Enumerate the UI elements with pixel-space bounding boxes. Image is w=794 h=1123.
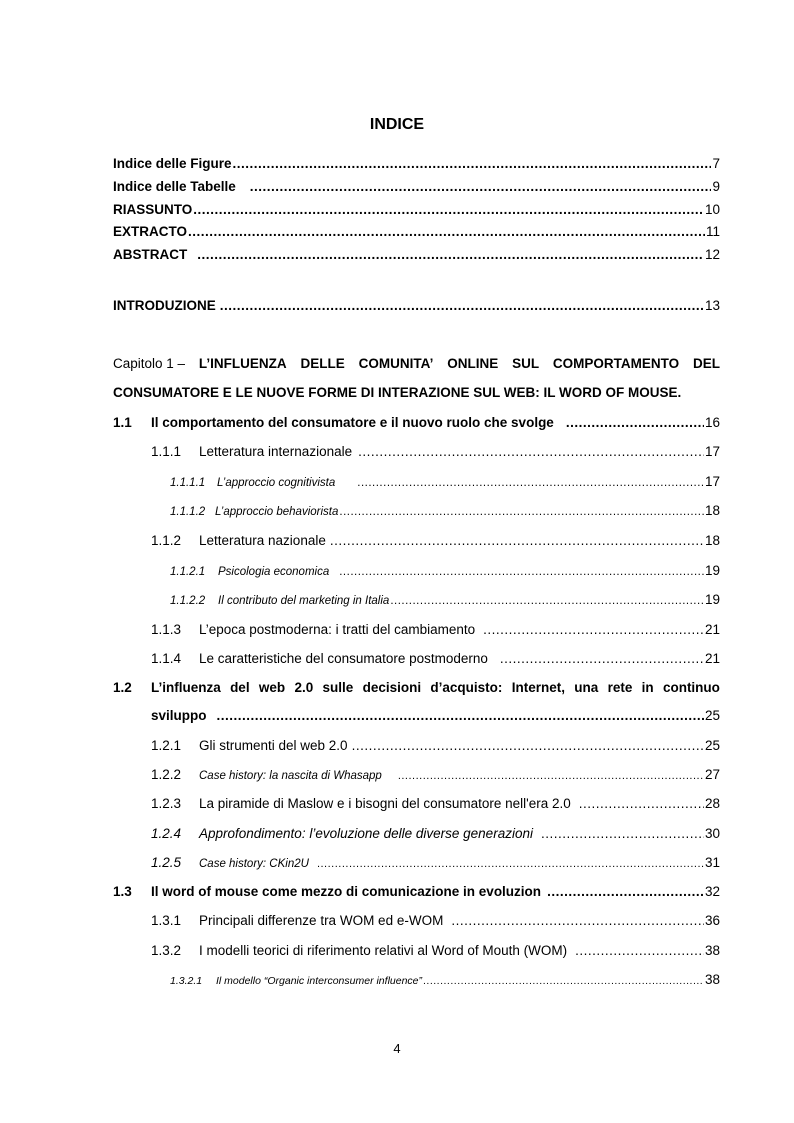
- toc-entry-text: Approfondimento: l’evoluzione delle diverse generazioni: [199, 826, 533, 841]
- chapter-1-heading-line-1: [113, 355, 720, 373]
- toc-page: 11: [705, 224, 720, 239]
- toc-page: 16: [704, 415, 720, 430]
- toc-leader: [352, 737, 704, 755]
- toc-entry-1-2-3[interactable]: [151, 795, 720, 813]
- section-word: decisioni: [362, 680, 422, 695]
- toc-entry-text: Indice delle Tabelle: [113, 179, 236, 194]
- toc-page: 9: [712, 179, 720, 194]
- toc-page: 17: [704, 444, 720, 459]
- chapter-word: ONLINE: [447, 356, 499, 371]
- toc-page: 38: [704, 972, 720, 987]
- section-word: continuo: [662, 680, 720, 695]
- chapter-word: DELLE: [300, 356, 345, 371]
- toc-entry-1-3-1[interactable]: [151, 912, 720, 930]
- section-word: rete: [607, 680, 633, 695]
- toc-entry-introduzione[interactable]: [113, 297, 720, 315]
- toc-entry-text: L’approccio behaviorista: [215, 506, 339, 518]
- chapter-1-heading-line-2: [113, 384, 720, 402]
- toc-page: 19: [704, 563, 720, 578]
- toc-entry-1-1-2-1[interactable]: [170, 562, 720, 581]
- toc-entry-1-1[interactable]: [113, 414, 720, 432]
- toc-entry-text: L’approccio cognitivista: [217, 477, 336, 489]
- toc-page: 38: [704, 943, 720, 958]
- toc-entry-1-1-4[interactable]: [151, 650, 720, 668]
- toc-entry-1-1-3[interactable]: [151, 621, 720, 639]
- toc-entry-text: Letteratura nazionale: [199, 533, 326, 548]
- toc-page: 13: [704, 298, 720, 313]
- toc-entry-text: Gli strumenti del web 2.0: [199, 738, 348, 753]
- toc-page: 36: [704, 913, 720, 928]
- toc-leader: [483, 621, 704, 639]
- toc-page: 32: [704, 884, 720, 899]
- toc-entry-1-2-2[interactable]: [151, 766, 720, 785]
- section-word: del: [230, 680, 250, 695]
- toc-entry-1-2-1[interactable]: [151, 737, 720, 755]
- toc-leader: [541, 825, 704, 843]
- toc-entry-1-1-2-2[interactable]: [170, 591, 720, 610]
- chapter-word: COMUNITA’: [358, 356, 434, 371]
- toc-entry-1-2-5[interactable]: [151, 854, 720, 873]
- toc-leader: [250, 178, 712, 196]
- toc-page: 31: [704, 855, 720, 870]
- toc-number: 1.1.1: [151, 444, 182, 459]
- toc-entry-text: Il modello “Organic interconsumer influence”: [216, 975, 423, 987]
- toc-number: 1.1.2.2: [170, 595, 206, 607]
- toc-page: 12: [704, 247, 720, 262]
- toc-page: 17: [704, 474, 720, 489]
- toc-entry-1-1-1-2[interactable]: [170, 502, 720, 521]
- toc-number: 1.2: [113, 680, 132, 695]
- toc-leader: [220, 297, 704, 315]
- toc-leader: [339, 503, 704, 521]
- toc-entry-text: Case history: la nascita di Whasapp: [199, 770, 382, 782]
- chapter-word: COMPORTAMENTO: [552, 356, 680, 371]
- toc-entry-figure-index[interactable]: [113, 155, 720, 173]
- toc-leader: [317, 855, 704, 873]
- section-word: 2.0: [294, 680, 314, 695]
- toc-page: 28: [704, 796, 720, 811]
- toc-number: 1.2.4: [151, 826, 182, 841]
- toc-entry-text: Letteratura internazionale: [199, 444, 353, 459]
- toc-leader: [390, 592, 704, 610]
- section-word: sulle: [322, 680, 354, 695]
- toc-number: 1.3: [113, 884, 132, 899]
- toc-number: 1.1.1.1: [170, 477, 206, 489]
- toc-leader: [566, 414, 704, 432]
- toc-entry-text: Psicologia economica: [218, 566, 330, 578]
- toc-leader: [575, 942, 704, 960]
- toc-number: 1.2.3: [151, 796, 182, 811]
- toc-page: 19: [704, 592, 720, 607]
- section-word: una: [574, 680, 599, 695]
- toc-leader: [547, 883, 704, 901]
- toc-entry-riassunto[interactable]: [113, 201, 720, 219]
- toc-entry-1-1-2[interactable]: [151, 532, 720, 550]
- toc-entry-text: RIASSUNTO: [113, 202, 193, 217]
- toc-entry-1-1-1-1[interactable]: [170, 473, 720, 492]
- toc-entry-text: Indice delle Figure: [113, 156, 232, 171]
- toc-page: 18: [704, 503, 720, 518]
- toc-entry-text: INTRODUZIONE: [113, 298, 216, 313]
- chapter-word: DEL: [693, 356, 720, 371]
- toc-entry-1-1-1[interactable]: [151, 443, 720, 461]
- section-word: web: [258, 680, 286, 695]
- toc-page: 21: [704, 622, 720, 637]
- toc-leader: [398, 767, 704, 785]
- toc-number: 1.2.1: [151, 738, 182, 753]
- page-title: INDICE: [369, 116, 425, 133]
- toc-entry-extracto[interactable]: [113, 223, 720, 241]
- toc-entry-text: sviluppo: [151, 708, 207, 723]
- section-word: L’influenza: [151, 680, 221, 695]
- toc-number: 1.1.1.2: [170, 506, 206, 518]
- toc-entry-abstract[interactable]: [113, 246, 720, 264]
- chapter-word: L’INFLUENZA: [198, 356, 287, 371]
- toc-number: 1.2.5: [151, 855, 182, 870]
- toc-leader: [330, 532, 704, 550]
- toc-entry-1-2-line-1[interactable]: [151, 679, 720, 697]
- toc-entry-table-index[interactable]: [113, 178, 720, 196]
- toc-page: 25: [704, 708, 720, 723]
- toc-number: 1.1: [113, 415, 132, 430]
- toc-number: 1.3.2.1: [170, 975, 203, 987]
- section-word: Internet,: [511, 680, 565, 695]
- toc-entry-text: L’epoca postmoderna: i tratti del cambiamento: [199, 622, 476, 637]
- chapter-title-line: CONSUMATORE E LE NUOVE FORME DI INTERAZIONE SUL WEB: IL WORD OF MOUSE.: [113, 385, 682, 400]
- toc-entry-1-3[interactable]: [113, 883, 720, 901]
- toc-page: 25: [704, 738, 720, 753]
- chapter-word: SUL: [512, 356, 540, 371]
- toc-entry-text: I modelli teorici di riferimento relativi al Word of Mouth (WOM): [199, 943, 568, 958]
- toc-entry-text: ABSTRACT: [113, 247, 188, 262]
- toc-entry-text: EXTRACTO: [113, 224, 188, 239]
- toc-leader: [451, 912, 704, 930]
- chapter-prefix: Capitolo 1 –: [113, 356, 186, 371]
- page-number: 4: [393, 1041, 401, 1056]
- toc-leader: [233, 155, 712, 173]
- toc-leader: [579, 795, 704, 813]
- toc-leader: [193, 201, 704, 219]
- toc-leader: [358, 443, 704, 461]
- toc-number: 1.1.2: [151, 533, 182, 548]
- toc-leader: [500, 650, 704, 668]
- section-word: in: [641, 680, 654, 695]
- toc-leader: [423, 972, 704, 990]
- toc-entry-text: Il contributo del marketing in Italia: [218, 595, 390, 607]
- toc-entry-text: Il word of mouse come mezzo di comunicazione in evoluzion: [151, 884, 542, 899]
- toc-page: 10: [704, 202, 720, 217]
- toc-entry-text: Le caratteristiche del consumatore postmoderno: [199, 651, 488, 666]
- toc-entry-text: Principali differenze tra WOM ed e-WOM: [199, 913, 444, 928]
- toc-entry-text: La piramide di Maslow e i bisogni del consumatore nell'era 2.0: [199, 796, 571, 811]
- toc-number: 1.2.2: [151, 767, 182, 782]
- toc-page: 7: [712, 156, 720, 171]
- toc-entry-text: Case history: CKin2U: [199, 858, 309, 870]
- toc-entry-1-3-2-1[interactable]: [170, 971, 720, 990]
- toc-entry-1-3-2[interactable]: [151, 942, 720, 960]
- toc-number: 1.1.2.1: [170, 566, 206, 578]
- toc-number: 1.3.2: [151, 943, 182, 958]
- toc-number: 1.1.4: [151, 651, 182, 666]
- toc-page: 18: [704, 533, 720, 548]
- section-word: d’acquisto:: [430, 680, 503, 695]
- toc-entry-text: Il comportamento del consumatore e il nuovo ruolo che svolge: [151, 415, 554, 430]
- toc-leader: [357, 474, 704, 492]
- toc-entry-1-2-4[interactable]: [151, 825, 720, 843]
- toc-leader: [188, 223, 705, 241]
- toc-leader: [217, 707, 704, 725]
- toc-entry-1-2-line-2[interactable]: [151, 707, 720, 725]
- toc-leader: [197, 246, 704, 264]
- toc-number: 1.1.3: [151, 622, 182, 637]
- toc-leader: [339, 563, 704, 581]
- toc-page: 21: [704, 651, 720, 666]
- toc-page: 30: [704, 826, 720, 841]
- toc-number: 1.3.1: [151, 913, 182, 928]
- toc-page: 27: [704, 767, 720, 782]
